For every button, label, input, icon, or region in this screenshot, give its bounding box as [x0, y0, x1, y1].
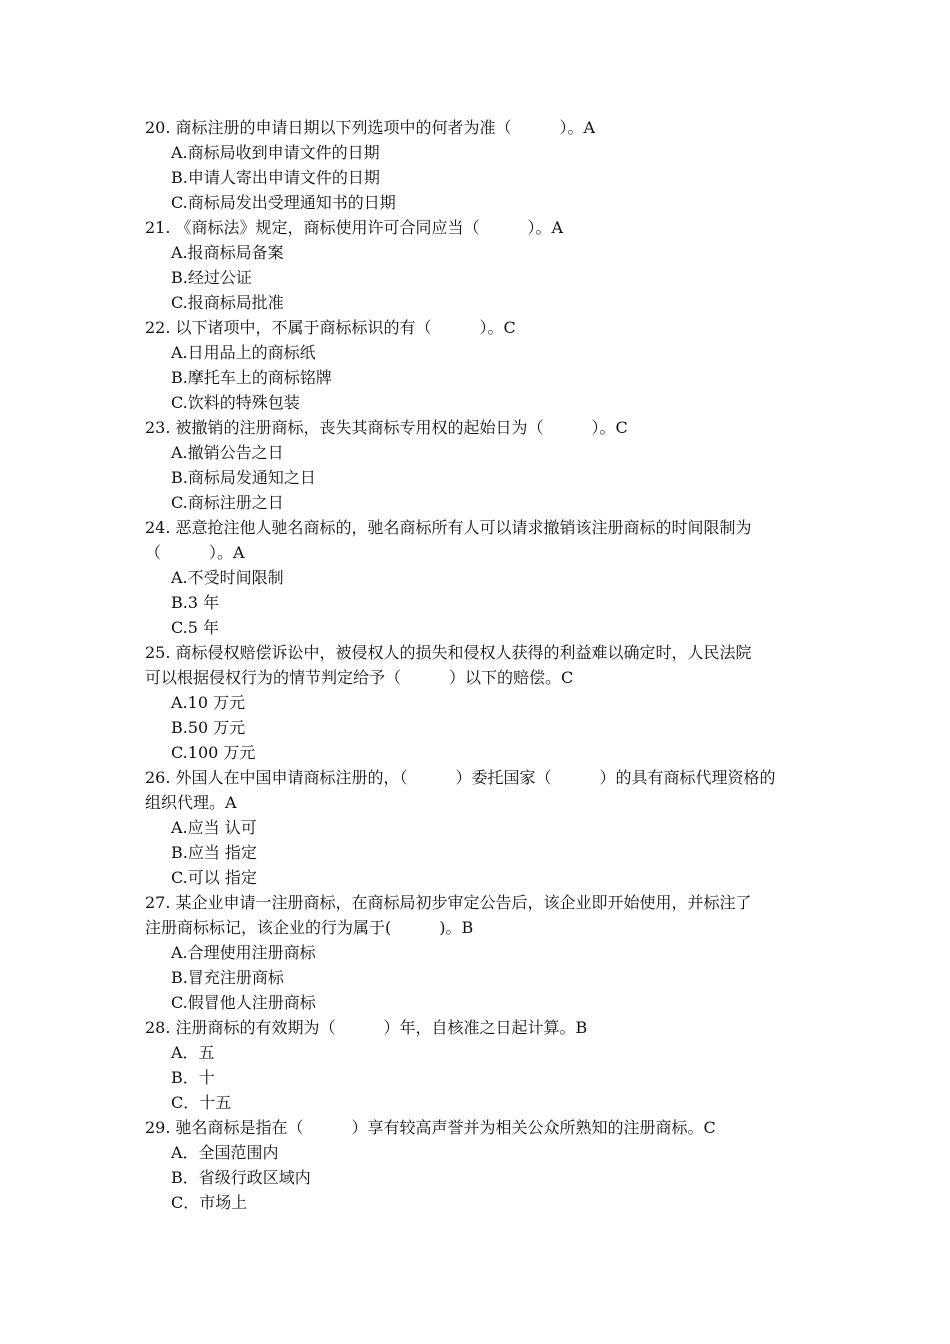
answer-option: B．十	[171, 1068, 215, 1087]
question-item	[145, 1115, 810, 1215]
question-text: 27. 某企业申请一注册商标，在商标局初步审定公告后，该企业即开始使用，并标注了	[145, 893, 752, 912]
question-text: 26. 外国人在中国申请商标注册的，（ ）委托国家（ ）的具有商标代理资格的	[145, 768, 776, 787]
question-item	[145, 115, 810, 215]
answer-option: B.摩托车上的商标铭牌	[171, 368, 332, 387]
answer-option: C.商标局发出受理通知书的日期	[171, 193, 396, 212]
answer-option: B.3 年	[171, 593, 220, 612]
question-item	[145, 765, 810, 890]
question-text: 28. 注册商标的有效期为（ ）年，自核准之日起计算。B	[145, 1018, 588, 1037]
answer-option: B．省级行政区域内	[171, 1168, 311, 1187]
question-item	[145, 640, 810, 765]
question-list	[145, 115, 810, 1215]
question-item	[145, 1015, 810, 1115]
answer-option: C．市场上	[171, 1193, 248, 1212]
answer-option: C．十五	[171, 1093, 232, 1112]
question-item	[145, 890, 810, 1015]
question-text: 24. 恶意抢注他人驰名商标的，驰名商标所有人可以请求撤销该注册商标的时间限制为	[145, 518, 752, 537]
answer-option: A．全国范围内	[171, 1143, 279, 1162]
answer-option: C.5 年	[171, 618, 220, 637]
answer-option: B.申请人寄出申请文件的日期	[171, 168, 380, 187]
question-text: 注册商标标记，该企业的行为属于( )。B	[145, 918, 474, 937]
answer-option: A.报商标局备案	[171, 243, 284, 262]
question-item	[145, 515, 810, 640]
question-text: 29. 驰名商标是指在（ ）享有较高声誉并为相关公众所熟知的注册商标。C	[145, 1118, 716, 1137]
question-text: 20. 商标注册的申请日期以下列选项中的何者为准（ ）。A	[145, 118, 596, 137]
answer-option: A.应当 认可	[171, 818, 257, 837]
answer-option: B.50 万元	[171, 718, 246, 737]
question-text: 22. 以下诸项中，不属于商标标识的有（ ）。C	[145, 318, 516, 337]
question-text: 组织代理。A	[145, 793, 237, 812]
answer-option: A.合理使用注册商标	[171, 943, 316, 962]
answer-option: C.假冒他人注册商标	[171, 993, 316, 1012]
question-text: 21. 《商标法》规定，商标使用许可合同应当（ ）。A	[145, 218, 564, 237]
question-text: （ ）。A	[145, 543, 245, 562]
answer-option: A．五	[171, 1043, 215, 1062]
question-item	[145, 215, 810, 315]
question-text: 23. 被撤销的注册商标，丧失其商标专用权的起始日为（ ）。C	[145, 418, 628, 437]
answer-option: A.不受时间限制	[171, 568, 284, 587]
answer-option: A.日用品上的商标纸	[171, 343, 316, 362]
answer-option: A.10 万元	[171, 693, 246, 712]
answer-option: A.商标局收到申请文件的日期	[171, 143, 380, 162]
answer-option: C.报商标局批准	[171, 293, 284, 312]
answer-option: C.可以 指定	[171, 868, 257, 887]
question-item	[145, 415, 810, 515]
question-text: 25. 商标侵权赔偿诉讼中，被侵权人的损失和侵权人获得的利益难以确定时，人民法院	[145, 643, 752, 662]
question-text: 可以根据侵权行为的情节判定给予（ ）以下的赔偿。C	[145, 668, 574, 687]
answer-option: B.商标局发通知之日	[171, 468, 316, 487]
answer-option: C.饮料的特殊包装	[171, 393, 300, 412]
answer-option: B.冒充注册商标	[171, 968, 284, 987]
answer-option: B.经过公证	[171, 268, 252, 287]
question-item	[145, 315, 810, 415]
answer-option: B.应当 指定	[171, 843, 257, 862]
answer-option: C.商标注册之日	[171, 493, 284, 512]
answer-option: C.100 万元	[171, 743, 256, 762]
answer-option: A.撤销公告之日	[171, 443, 284, 462]
